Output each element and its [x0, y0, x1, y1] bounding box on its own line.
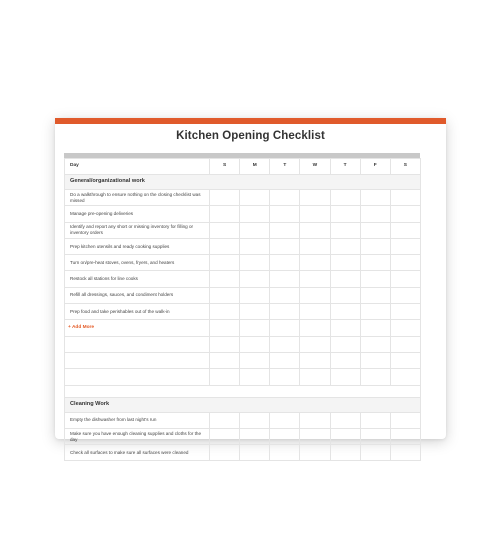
check-cell-day-5[interactable] — [360, 287, 390, 303]
day-header-4: T — [330, 159, 360, 175]
check-cell-day-2[interactable] — [270, 206, 300, 222]
task-label: Turn on/pre-heat stoves, ovens, fryers, and heaters — [65, 255, 210, 271]
add-row-cell-day-5 — [360, 320, 390, 336]
check-cell-day-0[interactable] — [210, 445, 240, 461]
check-cell-day-4[interactable] — [330, 428, 360, 444]
check-cell-day-6[interactable] — [390, 238, 420, 254]
check-cell-day-1[interactable] — [240, 445, 270, 461]
check-cell-day-4[interactable] — [330, 271, 360, 287]
day-header-5: F — [360, 159, 390, 175]
section-header-fill — [210, 397, 240, 412]
section-header-fill — [330, 397, 360, 412]
table-row — [65, 271, 421, 287]
check-cell-day-5[interactable] — [360, 206, 390, 222]
section-header-row — [65, 397, 421, 412]
section-header-fill — [210, 175, 240, 190]
task-label: Make sure you have enough cleaning supplies and cloths for the day — [65, 428, 210, 444]
blank-row — [65, 369, 421, 385]
task-label: Empty the dishwasher from last night's run — [65, 412, 210, 428]
check-cell-day-3[interactable] — [300, 304, 330, 320]
spacer-cell — [65, 385, 210, 397]
check-cell-day-1[interactable] — [240, 190, 270, 206]
check-cell-day-5[interactable] — [360, 412, 390, 428]
check-cell-day-0[interactable] — [210, 222, 240, 238]
check-cell-day-4[interactable] — [330, 445, 360, 461]
day-header-3: W — [300, 159, 330, 175]
blank-cell-day-4[interactable] — [330, 352, 360, 368]
check-cell-day-0[interactable] — [210, 255, 240, 271]
table-row — [65, 412, 421, 428]
blank-row — [65, 336, 421, 352]
table-row — [65, 428, 421, 444]
table-row — [65, 304, 421, 320]
task-label: Restock all stations for line cooks — [65, 271, 210, 287]
blank-cell-day-0[interactable] — [210, 352, 240, 368]
check-cell-day-5[interactable] — [360, 271, 390, 287]
check-cell-day-5[interactable] — [360, 428, 390, 444]
check-cell-day-1[interactable] — [240, 222, 270, 238]
section-header-row — [65, 175, 421, 190]
check-cell-day-2[interactable] — [270, 222, 300, 238]
section-header-fill — [270, 397, 300, 412]
check-cell-day-3[interactable] — [300, 412, 330, 428]
blank-cell-day-3[interactable] — [300, 336, 330, 352]
header-row — [65, 159, 421, 175]
blank-task-cell[interactable] — [65, 352, 210, 368]
check-cell-day-0[interactable] — [210, 287, 240, 303]
table-row — [65, 190, 421, 206]
check-cell-day-3[interactable] — [300, 428, 330, 444]
add-row-cell-day-2 — [270, 320, 300, 336]
blank-task-cell[interactable] — [65, 369, 210, 385]
check-cell-day-2[interactable] — [270, 412, 300, 428]
spacer-cell — [210, 385, 240, 397]
day-header-0: S — [210, 159, 240, 175]
spacer-cell — [390, 385, 420, 397]
section-header-fill — [270, 175, 300, 190]
section-header-fill — [300, 397, 330, 412]
check-cell-day-3[interactable] — [300, 445, 330, 461]
check-cell-day-3[interactable] — [300, 271, 330, 287]
table-row — [65, 222, 421, 238]
check-cell-day-6[interactable] — [390, 190, 420, 206]
blank-cell-day-2[interactable] — [270, 352, 300, 368]
spacer-cell — [330, 385, 360, 397]
check-cell-day-4[interactable] — [330, 222, 360, 238]
task-label: Manage pre-opening deliveries — [65, 206, 210, 222]
check-cell-day-1[interactable] — [240, 255, 270, 271]
check-cell-day-3[interactable] — [300, 190, 330, 206]
add-row-cell-day-0 — [210, 320, 240, 336]
day-header-6: S — [390, 159, 420, 175]
day-header-label: Day — [65, 159, 210, 175]
check-cell-day-3[interactable] — [300, 255, 330, 271]
blank-cell-day-0[interactable] — [210, 336, 240, 352]
check-cell-day-5[interactable] — [360, 222, 390, 238]
section-title: General/organizational work — [65, 175, 210, 190]
section-header-fill — [330, 175, 360, 190]
blank-cell-day-0[interactable] — [210, 369, 240, 385]
add-more-row — [65, 320, 421, 336]
check-cell-day-0[interactable] — [210, 190, 240, 206]
blank-cell-day-4[interactable] — [330, 369, 360, 385]
blank-cell-day-5[interactable] — [360, 352, 390, 368]
check-cell-day-2[interactable] — [270, 428, 300, 444]
check-cell-day-4[interactable] — [330, 287, 360, 303]
blank-cell-day-6[interactable] — [390, 352, 420, 368]
section-header-fill — [390, 397, 420, 412]
check-cell-day-6[interactable] — [390, 206, 420, 222]
check-cell-day-2[interactable] — [270, 190, 300, 206]
check-cell-day-3[interactable] — [300, 238, 330, 254]
check-cell-day-6[interactable] — [390, 271, 420, 287]
section-header-fill — [360, 175, 390, 190]
check-cell-day-6[interactable] — [390, 445, 420, 461]
check-cell-day-4[interactable] — [330, 190, 360, 206]
checklist-table-wrapper — [64, 153, 420, 455]
check-cell-day-0[interactable] — [210, 412, 240, 428]
task-label: Prep kitchen utensils and ready cooking supplies — [65, 238, 210, 254]
task-label: Identify and report any short or missing inventory for filling or inventory orders — [65, 222, 210, 238]
blank-cell-day-5[interactable] — [360, 369, 390, 385]
blank-task-cell[interactable] — [65, 336, 210, 352]
table-row — [65, 255, 421, 271]
check-cell-day-3[interactable] — [300, 206, 330, 222]
checklist-table — [64, 158, 421, 461]
check-cell-day-1[interactable] — [240, 271, 270, 287]
check-cell-day-3[interactable] — [300, 222, 330, 238]
check-cell-day-5[interactable] — [360, 255, 390, 271]
spacer-cell — [270, 385, 300, 397]
check-cell-day-3[interactable] — [300, 287, 330, 303]
day-header-2: T — [270, 159, 300, 175]
section-title: Cleaning Work — [65, 397, 210, 412]
spacer-cell — [240, 385, 270, 397]
section-header-fill — [240, 397, 270, 412]
check-cell-day-0[interactable] — [210, 238, 240, 254]
check-cell-day-5[interactable] — [360, 238, 390, 254]
check-cell-day-1[interactable] — [240, 428, 270, 444]
section-spacer — [65, 385, 421, 397]
table-row — [65, 287, 421, 303]
check-cell-day-6[interactable] — [390, 412, 420, 428]
check-cell-day-4[interactable] — [330, 304, 360, 320]
check-cell-day-6[interactable] — [390, 304, 420, 320]
blank-cell-day-4[interactable] — [330, 336, 360, 352]
check-cell-day-6[interactable] — [390, 287, 420, 303]
add-row-cell-day-1 — [240, 320, 270, 336]
section-header-fill — [390, 175, 420, 190]
add-row-cell-day-4 — [330, 320, 360, 336]
blank-row — [65, 352, 421, 368]
check-cell-day-0[interactable] — [210, 304, 240, 320]
check-cell-day-4[interactable] — [330, 206, 360, 222]
check-cell-day-4[interactable] — [330, 412, 360, 428]
blank-cell-day-1[interactable] — [240, 352, 270, 368]
page-title: Kitchen Opening Checklist — [176, 130, 325, 142]
blank-cell-day-1[interactable] — [240, 369, 270, 385]
blank-cell-day-6[interactable] — [390, 369, 420, 385]
section-header-fill — [300, 175, 330, 190]
blank-cell-day-3[interactable] — [300, 352, 330, 368]
blank-cell-day-3[interactable] — [300, 369, 330, 385]
task-label: Check all surfaces to make sure all surfaces were cleaned — [65, 445, 210, 461]
check-cell-day-0[interactable] — [210, 206, 240, 222]
check-cell-day-5[interactable] — [360, 304, 390, 320]
check-cell-day-6[interactable] — [390, 255, 420, 271]
check-cell-day-2[interactable] — [270, 238, 300, 254]
blank-cell-day-5[interactable] — [360, 336, 390, 352]
check-cell-day-5[interactable] — [360, 445, 390, 461]
task-label: Prep food and take perishables out of the walk-in — [65, 304, 210, 320]
accent-bar — [55, 118, 446, 124]
task-label: Refill all dressings, sauces, and condiment holders — [65, 287, 210, 303]
spacer-cell — [300, 385, 330, 397]
blank-cell-day-2[interactable] — [270, 336, 300, 352]
check-cell-day-1[interactable] — [240, 304, 270, 320]
blank-cell-day-2[interactable] — [270, 369, 300, 385]
section-header-fill — [240, 175, 270, 190]
check-cell-day-6[interactable] — [390, 222, 420, 238]
section-header-fill — [360, 397, 390, 412]
add-row-cell-day-6 — [390, 320, 420, 336]
check-cell-day-1[interactable] — [240, 238, 270, 254]
check-cell-day-2[interactable] — [270, 304, 300, 320]
task-label: Do a walkthrough to ensure nothing on the closing checklist was missed — [65, 190, 210, 206]
check-cell-day-0[interactable] — [210, 428, 240, 444]
add-more-link[interactable]: + Add More — [65, 320, 210, 336]
check-cell-day-0[interactable] — [210, 271, 240, 287]
check-cell-day-2[interactable] — [270, 271, 300, 287]
check-cell-day-6[interactable] — [390, 428, 420, 444]
check-cell-day-4[interactable] — [330, 255, 360, 271]
check-cell-day-1[interactable] — [240, 287, 270, 303]
check-cell-day-5[interactable] — [360, 190, 390, 206]
table-row — [65, 206, 421, 222]
check-cell-day-1[interactable] — [240, 206, 270, 222]
check-cell-day-2[interactable] — [270, 287, 300, 303]
check-cell-day-4[interactable] — [330, 238, 360, 254]
table-row — [65, 238, 421, 254]
check-cell-day-1[interactable] — [240, 412, 270, 428]
blank-cell-day-1[interactable] — [240, 336, 270, 352]
blank-cell-day-6[interactable] — [390, 336, 420, 352]
check-cell-day-2[interactable] — [270, 255, 300, 271]
spacer-cell — [360, 385, 390, 397]
check-cell-day-2[interactable] — [270, 445, 300, 461]
table-row — [65, 445, 421, 461]
add-row-cell-day-3 — [300, 320, 330, 336]
day-header-1: M — [240, 159, 270, 175]
